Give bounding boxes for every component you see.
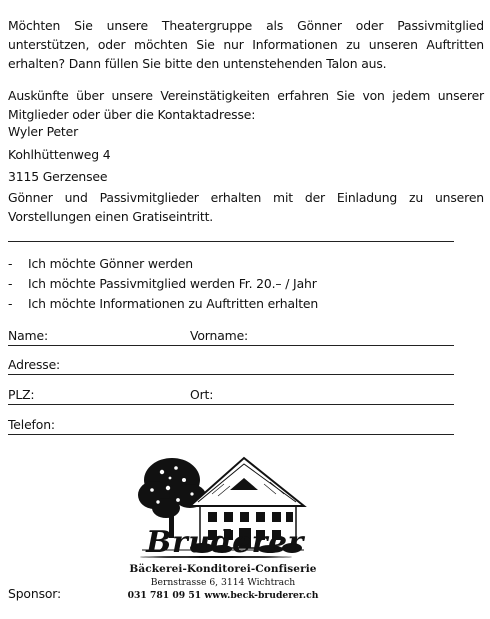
sponsor-label: Sponsor: (8, 586, 62, 601)
logo-flourish (140, 556, 292, 558)
telefon-label: Telefon: (8, 417, 55, 432)
telefon-field-line[interactable] (8, 434, 454, 435)
adresse-field-line[interactable] (8, 374, 454, 375)
ort-label: Ort: (190, 387, 214, 402)
adresse-label: Adresse: (8, 357, 61, 372)
dash-icon: - (8, 276, 13, 291)
name-label: Name: (8, 328, 48, 343)
sponsor-contact: 031 781 09 51 www.beck-bruderer.ch (127, 590, 319, 601)
option-informationen[interactable] (8, 294, 318, 313)
vorname-label: Vorname: (190, 328, 249, 343)
info-text: Auskünfte über unsere Vereinstätigkeiten erfahren Sie von jedem unserer Mitglieder oder über die Kontaktadresse: (8, 88, 484, 122)
plz-ort-field-line[interactable] (8, 404, 454, 405)
option-label: Ich möchte Gönner werden (28, 256, 193, 271)
contact-street: Kohlhüttenweg 4 (8, 147, 111, 162)
contact-city: 3115 Gerzensee (8, 169, 108, 184)
sponsor-logo-wordmark: Bruderer (146, 525, 304, 560)
option-label: Ich möchte Informationen zu Auftritten erhalten (28, 296, 319, 311)
divider (8, 241, 454, 242)
sponsor-address: Bernstrasse 6, 3114 Wichtrach (150, 577, 296, 588)
contact-name: Wyler Peter (8, 124, 79, 139)
option-passivmitglied[interactable] (8, 274, 317, 293)
option-goenner[interactable] (8, 254, 193, 273)
intro-text: Möchten Sie unsere Theatergruppe als Gönner oder Passivmitglied unterstützen, oder möchten Sie nur Informationen zu unseren Auftritten erhalten? Dann füllen Sie bitte den untenstehenden Talon aus. (8, 18, 484, 71)
note-text: Gönner und Passivmitglieder erhalten mit der Einladung zu unseren Vorstellungen einen Gratiseintritt. (8, 190, 484, 224)
sponsor-tagline: Bäckerei-Konditorei-Confiserie (129, 563, 317, 575)
name-field-line[interactable] (8, 345, 454, 346)
dash-icon: - (8, 296, 13, 311)
plz-label: PLZ: (8, 387, 35, 402)
dash-icon: - (8, 256, 13, 271)
option-label: Ich möchte Passivmitglied werden Fr. 20.– / Jahr (28, 276, 317, 291)
